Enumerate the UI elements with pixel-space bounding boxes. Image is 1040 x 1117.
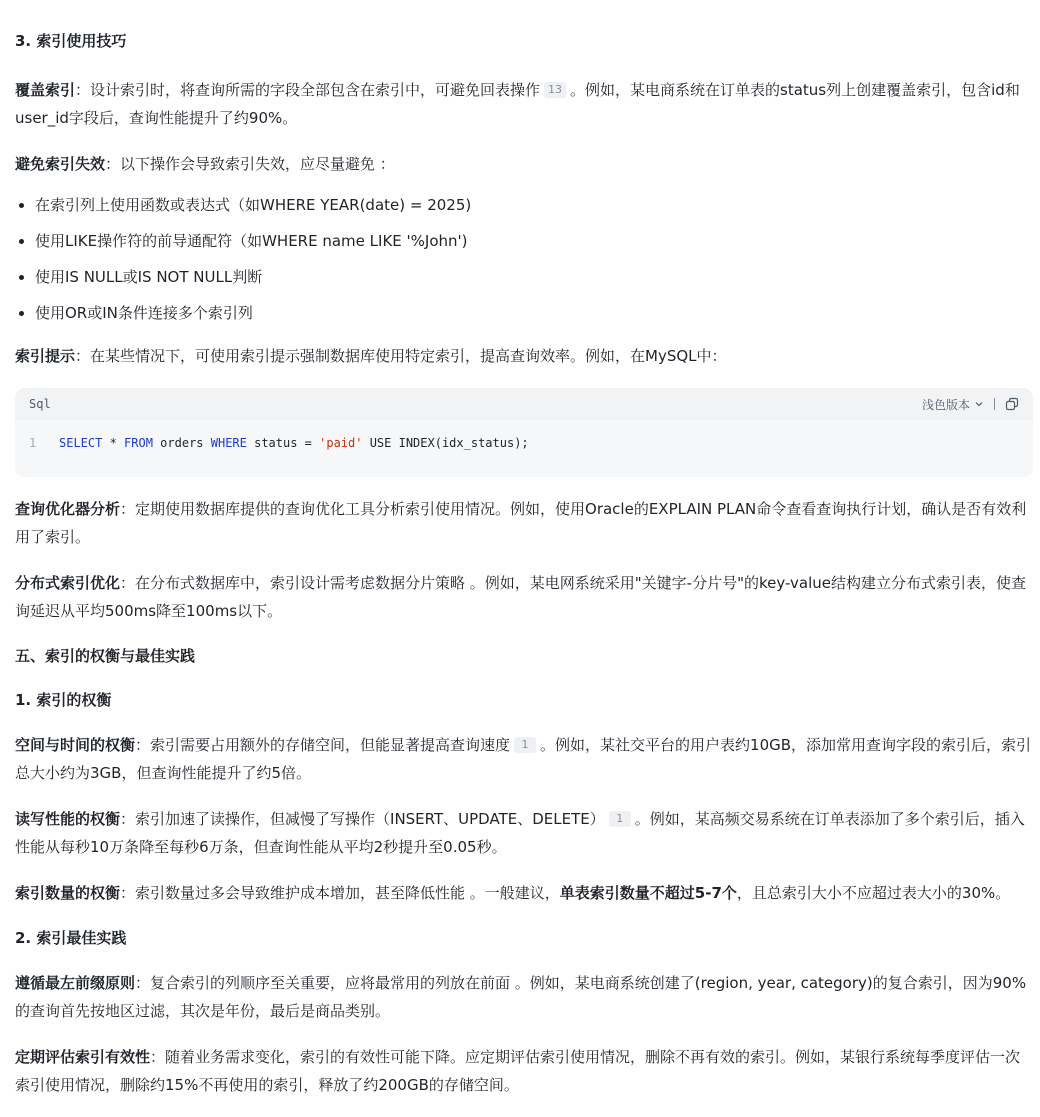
paragraph-avoid-index-failure [15, 150, 1033, 178]
paragraph-text: 。例如，某电商系统在订单表的status列上创建覆盖索引，包含id和user_id字段后，查询性能提升了约90%。 [15, 81, 1020, 127]
paragraph-text: ：复合索引的列顺序至关重要，应将最常用的列放在前面 。例如，某电商系统创建了(region, year, category)的复合索引，因为90%的查询首先按地区过滤，其次是年份，最后是商品类别。 [15, 974, 1027, 1020]
code-keyword: SELECT [59, 436, 103, 450]
bullet-list [15, 192, 1033, 326]
paragraph-text: ：索引需要占用额外的存储空间，但能显著提高查询速度 [135, 736, 511, 754]
term-distributed-index: 分布式索引优化 [15, 574, 121, 592]
paragraph-index-hint [15, 342, 1033, 370]
paragraph-text: ：索引数量过多会导致维护成本增加，甚至降低性能 。一般建议， [120, 884, 560, 902]
code-keyword: WHERE [210, 436, 247, 450]
paragraph-covering-index [15, 76, 1033, 132]
code-block [15, 388, 1033, 477]
paragraph-read-write [15, 805, 1033, 861]
subsection-heading-tradeoffs: 1. 索引的权衡 [15, 691, 112, 709]
code-token: * [102, 436, 125, 450]
toolbar-divider [994, 398, 995, 410]
citation-badge[interactable]: 1 [609, 811, 631, 827]
term-avoid-index-failure: 避免索引失效 [15, 155, 106, 173]
term-optimizer-analysis: 查询优化器分析 [15, 500, 121, 518]
paragraph-optimizer-analysis [15, 495, 1033, 551]
term-covering-index: 覆盖索引 [15, 81, 76, 99]
term-index-count: 索引数量的权衡 [15, 884, 121, 902]
paragraph-text: ：在分布式数据库中，索引设计需考虑数据分片策略 。例如，某电网系统采用"关键字-分片号"的key-value结构建立分布式索引表，使查询延迟从平均500ms降至100ms以下。 [15, 574, 1026, 620]
list-item: • 使用LIKE操作符的前导通配符（如WHERE name LIKE '%John') [35, 228, 1033, 254]
section-heading-tradeoffs: 五、索引的权衡与最佳实践 [15, 647, 196, 665]
line-number: 1 [29, 436, 37, 450]
theme-label: 浅色版本 [921, 397, 970, 412]
term-space-time: 空间与时间的权衡 [15, 736, 136, 754]
code-token: USE INDEX(idx_status); [362, 436, 529, 450]
citation-badge[interactable]: 1 [514, 737, 536, 753]
paragraph-text: ，且总索引大小不应超过表大小的30%。 [736, 884, 1011, 902]
term-leftmost-prefix: 遵循最左前缀原则 [15, 974, 136, 992]
article-content [15, 28, 1033, 1117]
paragraph-text: ：定期使用数据库提供的查询优化工具分析索引使用情况。例如，使用Oracle的EXPLAIN PLAN命令查看查询执行计划，确认是否有效利用了索引。 [15, 500, 1027, 546]
paragraph-text: ：随着业务需求变化，索引的有效性可能下降。应定期评估索引使用情况，删除不再有效的索引。例如，某银行系统每季度评估一次索引使用情况，删除约15%不再使用的索引，释放了约200GB的存储空间。 [15, 1048, 1021, 1094]
citation-badge[interactable]: 13 [544, 82, 566, 98]
paragraph-index-count [15, 879, 1033, 907]
emphasis-text: 单表索引数量不超过5-7个 [559, 884, 737, 902]
paragraph-distributed-index [15, 569, 1033, 625]
paragraph-leftmost-prefix [15, 969, 1033, 1025]
term-index-hint: 索引提示 [15, 347, 76, 365]
section-heading-index-tips: 3. 索引使用技巧 [15, 32, 127, 50]
paragraph-space-time [15, 731, 1033, 787]
theme-selector[interactable] [922, 396, 984, 413]
list-item: • 在索引列上使用函数或表达式（如WHERE YEAR(date) = 2025) [35, 192, 1033, 218]
paragraph-text: ：在某些情况下，可使用索引提示强制数据库使用特定索引，提高查询效率。例如，在MySQL中： [75, 347, 727, 365]
code-block-header [15, 388, 1033, 420]
paragraph-text: 。例如，某社交平台的用户表约10GB，添加常用查询字段的索引后，索引总大小约为3GB，但查询性能提升了约5倍。 [15, 736, 1032, 782]
term-read-write: 读写性能的权衡 [15, 810, 121, 828]
term-periodic-review: 定期评估索引有效性 [15, 1048, 151, 1066]
code-language-label: Sql [29, 397, 51, 411]
code-token: orders [152, 436, 211, 450]
code-string: 'paid' [319, 436, 363, 450]
paragraph-text: ：设计索引时，将查询所需的字段全部包含在索引中，可避免回表操作 [75, 81, 541, 99]
paragraph-text: ：以下操作会导致索引失效，应尽量避免 ： [105, 155, 395, 173]
paragraph-text: ：索引加速了读操作，但减慢了写操作（INSERT、UPDATE、DELETE） [120, 810, 605, 828]
list-item: • 使用IS NULL或IS NOT NULL判断 [35, 264, 1033, 290]
paragraph-text: 。例如，某高频交易系统在订单表添加了多个索引后，插入性能从每秒10万条降至每秒6万条，但查询性能从平均2秒提升至0.05秒。 [15, 810, 1025, 856]
chevron-down-icon [974, 399, 984, 409]
code-toolbar [922, 396, 1019, 413]
list-item: • 使用OR或IN条件连接多个索引列 [35, 300, 1033, 326]
code-line [15, 420, 1033, 466]
copy-icon[interactable] [1005, 397, 1019, 411]
paragraph-periodic-review [15, 1043, 1033, 1099]
code-token: status = [246, 436, 320, 450]
subsection-heading-best-practices: 2. 索引最佳实践 [15, 929, 127, 947]
code-text [59, 436, 529, 450]
code-keyword: FROM [124, 436, 153, 450]
